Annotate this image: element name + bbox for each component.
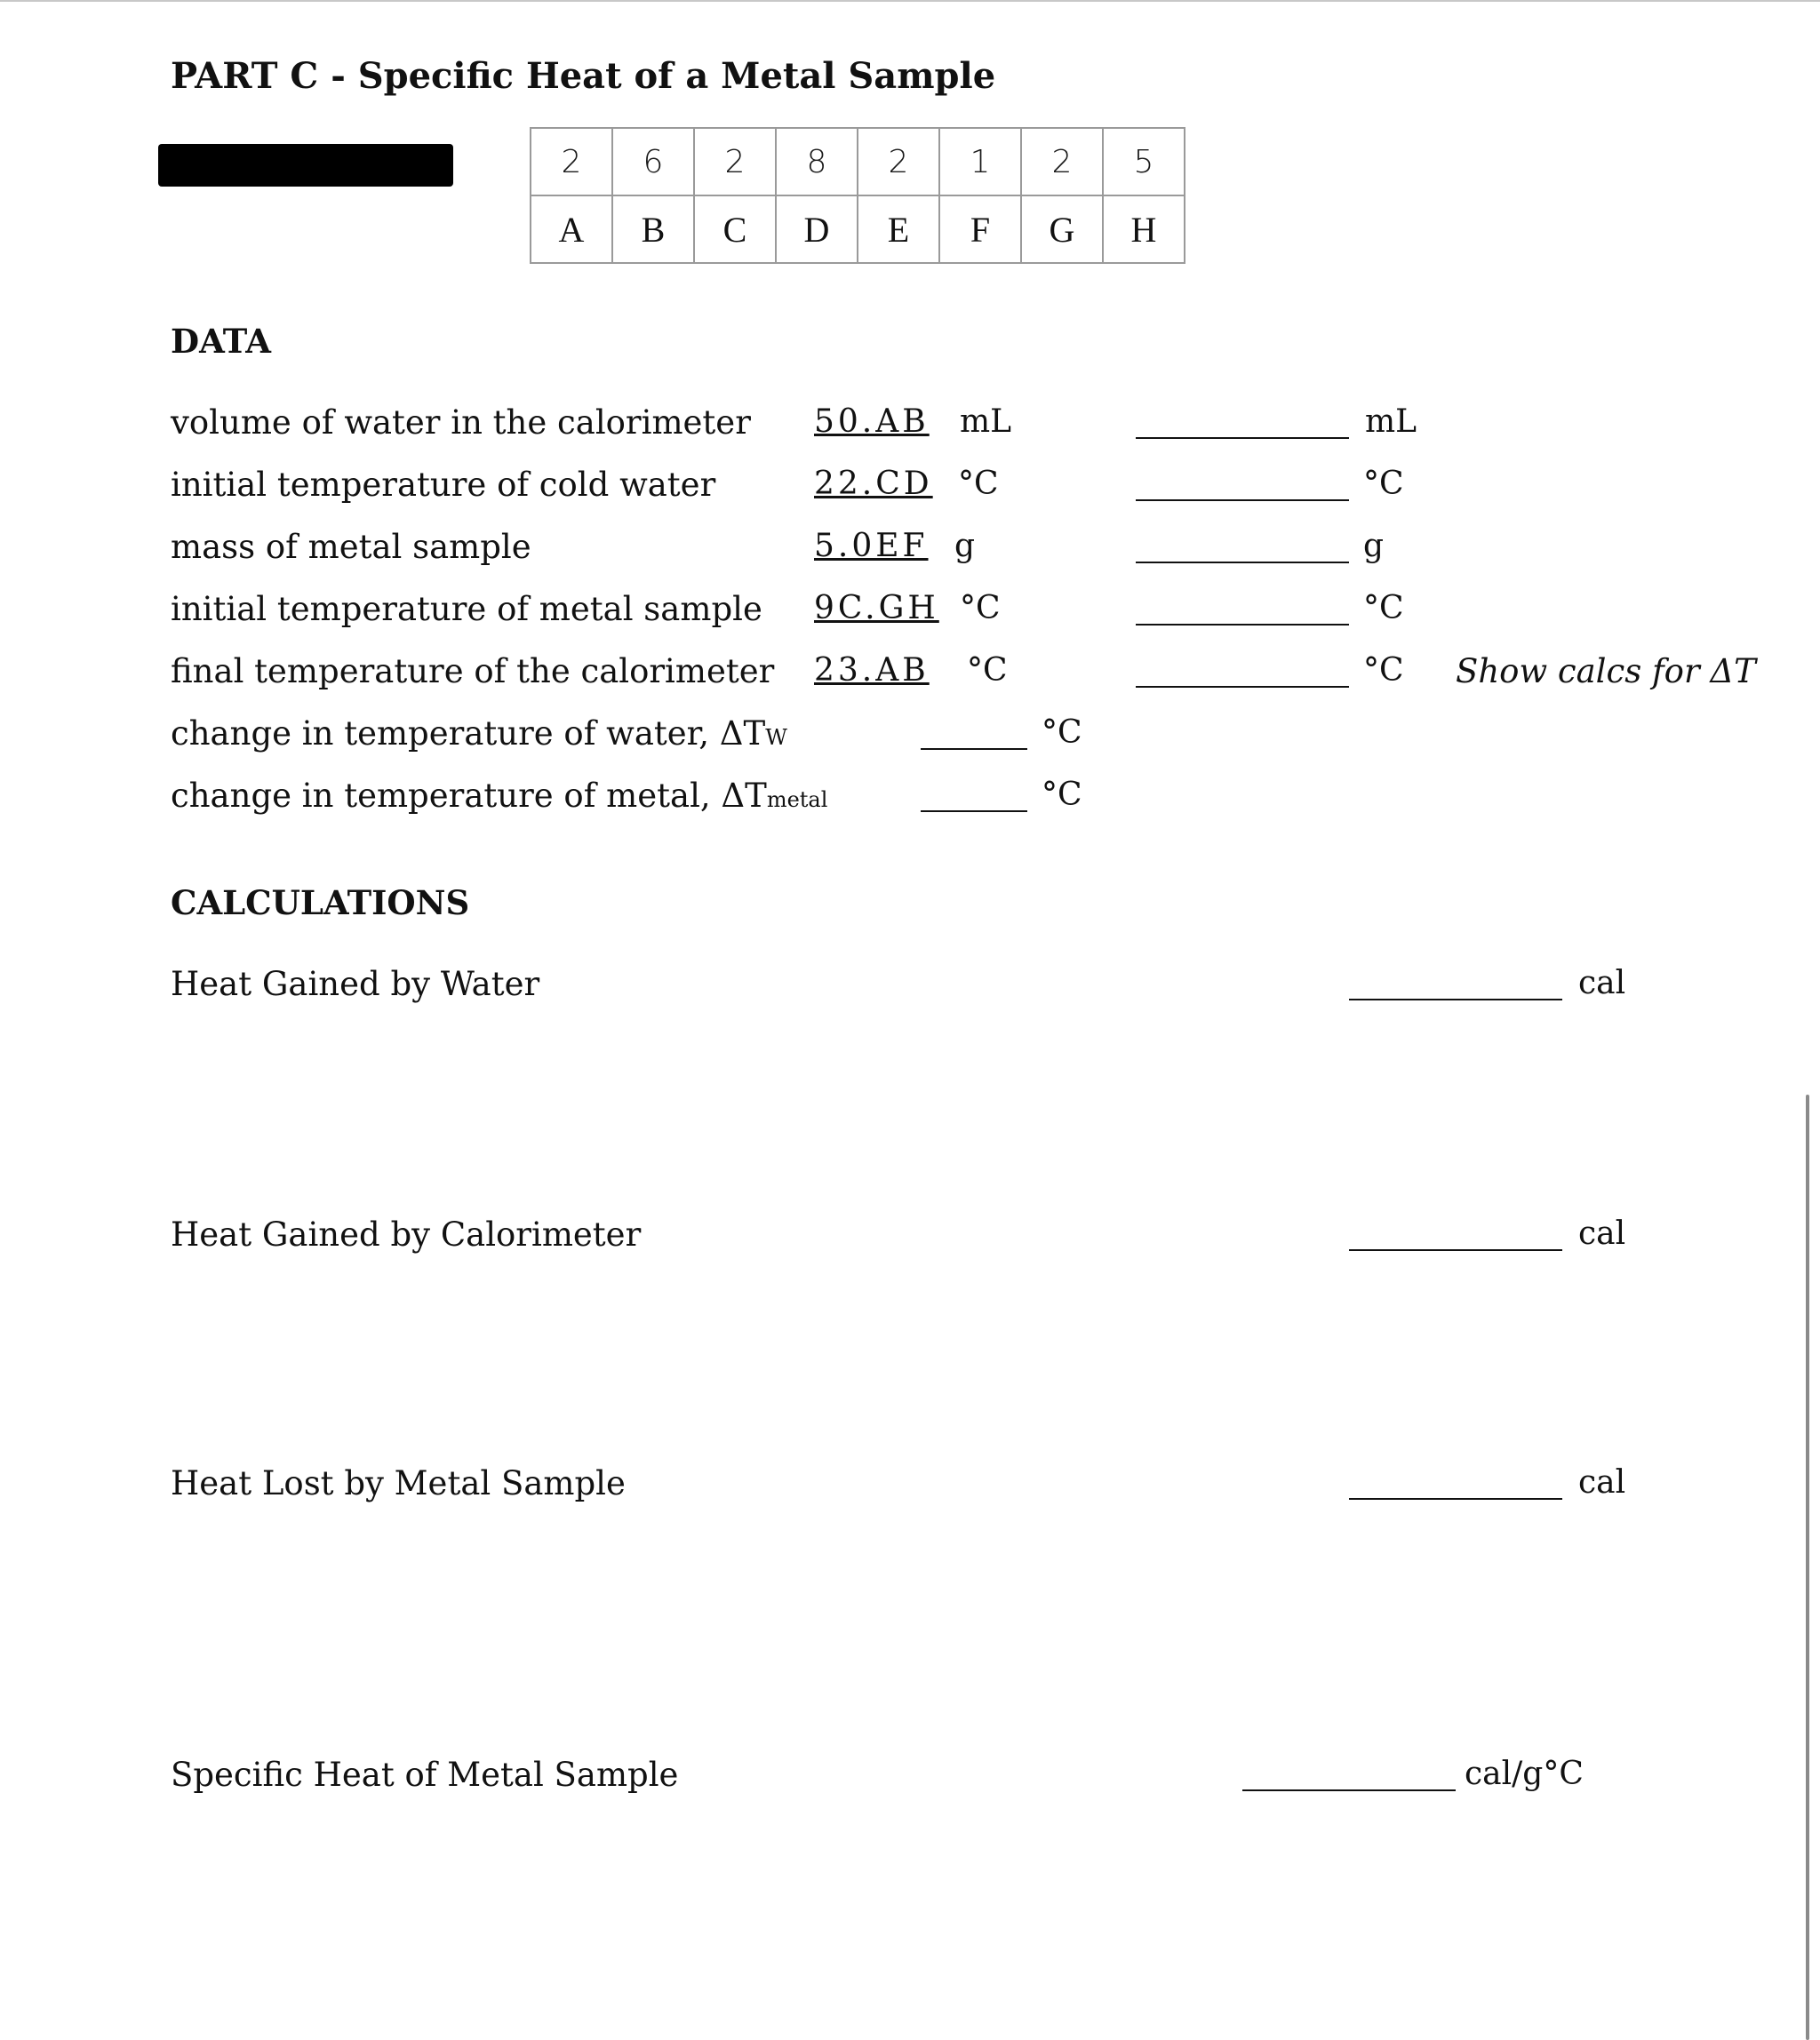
data-row-value: 23.AB — [814, 652, 930, 689]
data-row-label: initial temperature of metal sample — [171, 590, 762, 628]
data-heading: DATA — [171, 322, 271, 361]
calc-heat-calorimeter-label: Heat Gained by Calorimeter — [171, 1215, 642, 1254]
page-title: PART C - Specific Heat of a Metal Sample — [171, 55, 996, 97]
id-code-letter-row — [531, 195, 1185, 263]
delta-metal-unit: °C — [1042, 777, 1082, 813]
data-row-label: mass of metal sample — [171, 528, 531, 566]
delta-water-label: change in temperature of water, ΔTW — [171, 714, 787, 753]
calc-heat-metal-label: Heat Lost by Metal Sample — [171, 1464, 626, 1502]
calc-heat-water-unit: cal — [1578, 965, 1626, 1001]
calc-heat-metal-blank — [1349, 1498, 1562, 1500]
scrollbar[interactable] — [1806, 1095, 1809, 2040]
data-row-unit: °C — [960, 590, 1001, 626]
data-row-label: volume of water in the calorimeter — [171, 403, 751, 442]
answer-unit: °C — [1363, 590, 1404, 626]
answer-unit: °C — [1363, 466, 1404, 502]
data-row-value: 5.0EF — [814, 528, 929, 564]
answer-unit: °C — [1363, 652, 1404, 689]
id-code-table — [530, 127, 1185, 264]
data-row-label: initial temperature of cold water — [171, 466, 716, 504]
id-digit-e: 2 — [858, 128, 939, 195]
id-code-digit-row — [531, 128, 1185, 195]
data-row-unit: mL — [960, 403, 1012, 440]
calc-heat-water-blank — [1349, 999, 1562, 1000]
id-letter-a: A — [531, 195, 612, 263]
id-digit-a: 2 — [531, 128, 612, 195]
id-letter-b: B — [612, 195, 694, 263]
data-row-value: 22.CD — [814, 466, 933, 502]
answer-blank — [1136, 562, 1349, 563]
id-digit-b: 6 — [612, 128, 694, 195]
delta-metal-blank — [921, 810, 1027, 812]
page-top-border — [0, 0, 1820, 2]
delta-metal-label: change in temperature of metal, ΔTmetal — [171, 777, 828, 815]
data-row-unit: °C — [967, 652, 1008, 689]
id-letter-f: F — [939, 195, 1021, 263]
id-digit-g: 2 — [1021, 128, 1103, 195]
answer-blank — [1136, 499, 1349, 501]
answer-unit: g — [1363, 528, 1385, 564]
answer-unit: mL — [1365, 403, 1417, 440]
calc-heat-calorimeter-blank — [1349, 1249, 1562, 1251]
calc-specific-heat-label: Specific Heat of Metal Sample — [171, 1756, 679, 1794]
id-letter-h: H — [1103, 195, 1185, 263]
id-letter-d: D — [776, 195, 858, 263]
calc-heat-water-label: Heat Gained by Water — [171, 965, 540, 1003]
data-row-value: 50.AB — [814, 403, 930, 440]
delta-t-note: Show calcs for ΔT — [1456, 652, 1756, 690]
data-row-label: final temperature of the calorimeter — [171, 652, 775, 690]
calc-specific-heat-unit: cal/g°C — [1465, 1756, 1584, 1792]
data-row-unit: g — [954, 528, 976, 564]
id-digit-f: 1 — [939, 128, 1021, 195]
calc-specific-heat-blank — [1242, 1789, 1456, 1791]
data-row-unit: °C — [958, 466, 999, 502]
id-letter-e: E — [858, 195, 939, 263]
data-row-value: 9C.GH — [814, 590, 939, 626]
calc-heat-metal-unit: cal — [1578, 1464, 1626, 1501]
answer-blank — [1136, 686, 1349, 688]
id-digit-d: 8 — [776, 128, 858, 195]
id-letter-c: C — [694, 195, 776, 263]
id-letter-g: G — [1021, 195, 1103, 263]
answer-blank — [1136, 624, 1349, 626]
id-digit-h: 5 — [1103, 128, 1185, 195]
delta-water-unit: °C — [1042, 714, 1082, 751]
calculations-heading: CALCULATIONS — [171, 883, 470, 922]
delta-water-blank — [921, 748, 1027, 750]
delta-metal-subscript: metal — [766, 787, 828, 812]
redacted-name-bar — [158, 144, 453, 187]
id-digit-c: 2 — [694, 128, 776, 195]
answer-blank — [1136, 437, 1349, 439]
delta-water-subscript: W — [765, 725, 787, 750]
calc-heat-calorimeter-unit: cal — [1578, 1215, 1626, 1252]
